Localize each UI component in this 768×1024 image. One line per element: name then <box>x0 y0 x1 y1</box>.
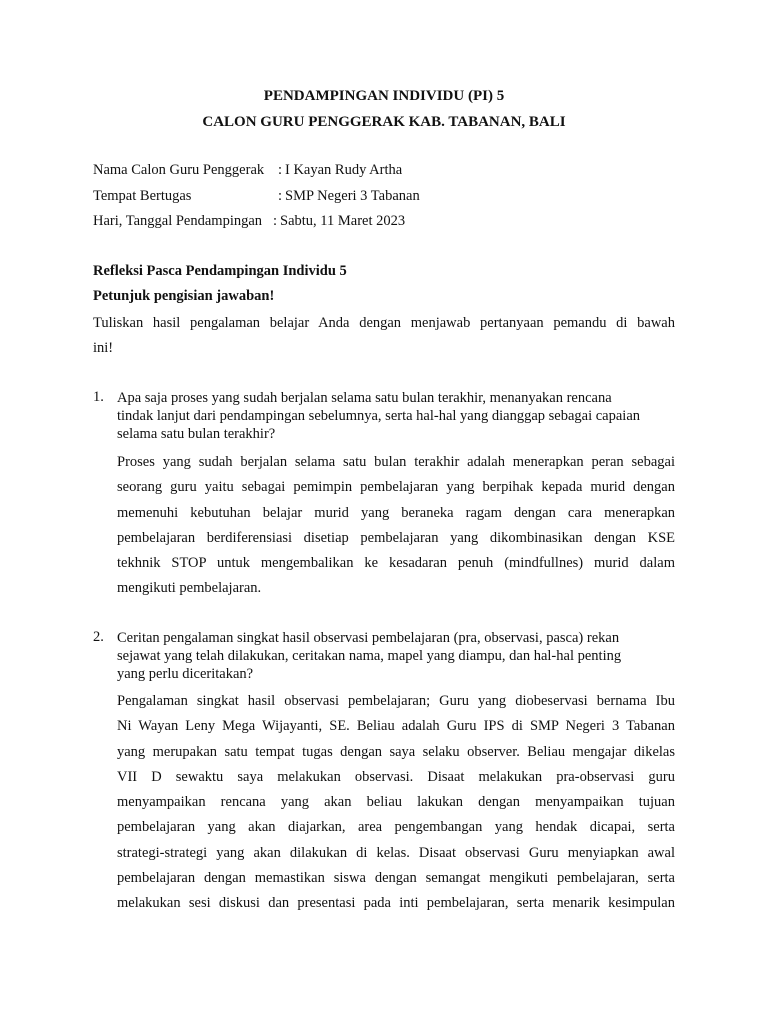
text-line: Proses yang sudah berjalan selama satu bulan terakhir adalah menerapkan peran sebagai <box>117 454 675 470</box>
text-line: ini! <box>93 340 114 356</box>
answer-2 <box>117 689 675 917</box>
document-subtitle: CALON GURU PENGGERAK KAB. TABANAN, BALI <box>202 114 566 130</box>
text-line: Tuliskan hasil pengalaman belajar Anda dengan menjawab pertanyaan pemandu di bawah <box>93 315 675 331</box>
text-line: mengikuti pembelajaran. <box>117 580 262 597</box>
text-line: yang perlu diceritakan? <box>117 666 254 682</box>
info-row-place <box>93 188 693 208</box>
instruction-text <box>93 311 675 361</box>
info-value: SMP Negeri 3 Tabanan <box>285 188 420 204</box>
text-line: pembelajaran yang akan diajarkan, area pengembangan yang hendak dicapai, serta <box>117 819 675 836</box>
info-row-name <box>93 162 693 182</box>
text-line: VII D sewaktu saya melakukan observasi. Disaat melakukan pra-observasi guru <box>117 768 675 785</box>
text-line: Apa saja proses yang sudah berjalan selama satu bulan terakhir, menanyakan rencana <box>117 390 612 406</box>
text-line: strategi-strategi yang akan dilakukan di kelas. Disaat observasi Guru menyiapkan awal <box>117 844 675 861</box>
question-text <box>117 629 675 683</box>
text-line: Ceritan pengalaman singkat hasil observasi pembelajaran (pra, observasi, pasca) rekan <box>117 630 620 646</box>
text-line: Pengalaman singkat hasil observasi pembelajaran; Guru yang diobeservasi bernama Ibu <box>117 693 675 709</box>
info-value: Sabtu, 11 Maret 2023 <box>280 213 406 229</box>
text-line: seorang guru yaitu sebagai pemimpin pembelajaran yang berpihak kepada murid dengan <box>117 479 675 496</box>
text-line: melakukan sesi diskusi dan presentasi pada inti pembelajaran, serta menarik kesimpulan <box>117 895 675 912</box>
text-line: tekhnik STOP untuk mengembalikan ke kesadaran penuh (mindfullnes) murid dalam <box>117 555 675 572</box>
text-line: Ni Wayan Leny Mega Wijayanti, SE. Beliau adalah Guru IPS di SMP Negeri 3 Tabanan <box>117 718 675 735</box>
info-value: I Kayan Rudy Artha <box>285 162 403 178</box>
info-label: Nama Calon Guru Penggerak <box>93 162 265 178</box>
answer-1 <box>117 450 675 602</box>
info-row-date <box>93 213 693 233</box>
question-number: 1. <box>93 389 104 405</box>
info-label: Tempat Bertugas <box>93 188 192 204</box>
section-subheading: Petunjuk pengisian jawaban! <box>93 288 275 304</box>
text-line: menyampaikan rencana yang akan beliau lakukan dengan menyampaikan tujuan <box>117 794 675 811</box>
question-number: 2. <box>93 629 104 645</box>
text-line: tindak lanjut dari pendampingan sebelumnya, serta hal-hal yang dianggap sebagai capaian <box>117 408 641 424</box>
question-text <box>117 389 675 443</box>
info-colon: : <box>278 188 283 204</box>
info-label: Hari, Tanggal Pendampingan <box>93 213 263 229</box>
section-heading: Refleksi Pasca Pendampingan Individu 5 <box>93 263 347 279</box>
text-line: yang merupakan satu tempat tugas dengan saya selaku observer. Beliau mengajar dikelas <box>117 743 675 760</box>
document-title: PENDAMPINGAN INDIVIDU (PI) 5 <box>263 88 505 104</box>
info-colon: : <box>273 213 278 229</box>
text-line: sejawat yang telah dilakukan, ceritakan nama, mapel yang diampu, dan hal-hal penting <box>117 648 622 664</box>
text-line: memenuhi kebutuhan belajar murid yang beraneka ragam dengan cara menerapkan <box>117 504 675 521</box>
text-line: pembelajaran berdiferensiasi disetiap pembelajaran yang dikombinasikan dengan KSE <box>117 529 675 546</box>
info-colon: : <box>278 162 283 178</box>
text-line: selama satu bulan terakhir? <box>117 426 276 442</box>
text-line: pembelajaran dengan memastikan siswa dengan semangat mengikuti pembelajaran, serta <box>117 870 675 887</box>
